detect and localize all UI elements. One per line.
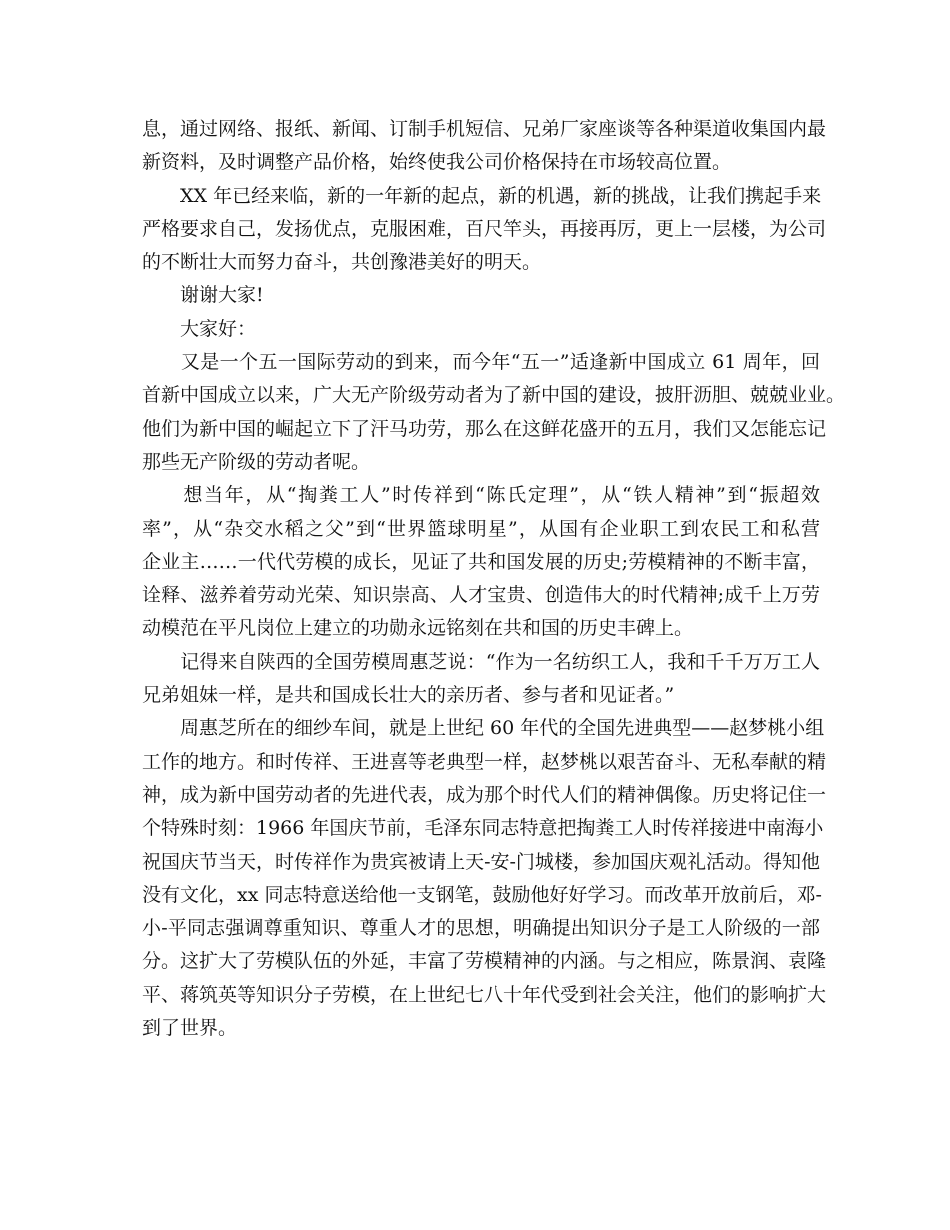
text-line: 首新中国成立以来，广大无产阶级劳动者为了新中国的建设，披肝沥胆、兢兢业业。	[142, 384, 846, 407]
text-line: 他们为新中国的崛起立下了汗马功劳，那么在这鲜花盛开的五月，我们又怎能忘记	[142, 417, 827, 440]
paragraph	[142, 479, 820, 645]
text-line: 记得来自陕西的全国劳模周惠芝说：“作为一名纺织工人，我和千千万万工人	[142, 650, 820, 673]
paragraph	[142, 279, 820, 312]
paragraph	[142, 313, 820, 346]
text-line: 到了世界。	[142, 1017, 238, 1040]
paragraph	[142, 712, 827, 1045]
paragraph	[142, 646, 820, 713]
paragraph	[142, 180, 827, 280]
text-line: 诠释、滋养着劳动光荣、知识崇高、人才宝贵、创造伟大的时代精神;成千上万劳	[142, 584, 820, 607]
text-line: 分。这扩大了劳模队伍的外延，丰富了劳模精神的内涵。与之相应，陈景润、袁隆	[142, 950, 827, 973]
paragraph	[142, 346, 846, 479]
text-line: 的不断壮大而努力奋斗，共创豫港美好的明天。	[142, 251, 542, 274]
text-line: 没有文化，xx 同志特意送给他一支钢笔，鼓励他好好学习。而改革开放前后，邓-	[142, 883, 822, 906]
paragraph	[142, 113, 827, 180]
text-line: 息，通过网络、报纸、新闻、订制手机短信、兄弟厂家座谈等各种渠道收集国内最	[142, 118, 827, 140]
text-line: 周惠芝所在的细纱车间，就是上世纪 60 年代的全国先进典型——赵梦桃小组	[142, 717, 825, 740]
text-line: 那些无产阶级的劳动者呢。	[142, 450, 371, 473]
text-line: 率”，从“杂交水稻之父”到“世界篮球明星”，从国有企业职工到农民工和私营	[142, 517, 820, 540]
text-line: 平、蒋筑英等知识分子劳模，在上世纪七八十年代受到社会关注，他们的影响扩大	[142, 983, 827, 1006]
text-line: 又是一个五一国际劳动的到来，而今年“五一”适逢新中国成立 61 周年，回	[142, 351, 820, 374]
text-line: XX 年已经来临，新的一年新的起点，新的机遇，新的挑战，让我们携起手来	[142, 184, 822, 207]
document-body	[142, 113, 846, 1045]
text-line: 大家好：	[142, 317, 257, 340]
text-line: 个特殊时刻：1966 年国庆节前，毛泽东同志特意把掏粪工人时传祥接进中南海小	[142, 817, 824, 840]
text-line: 祝国庆节当天，时传祥作为贵宾被请上天-安-门城楼，参加国庆观礼活动。得知他	[142, 850, 820, 873]
text-line: 企业主……一代代劳模的成长，见证了共和国发展的历史;劳模精神的不断丰富，	[142, 550, 820, 573]
text-line: 兄弟姐妹一样，是共和国成长壮大的亲历者、参与者和见证者。”	[142, 684, 675, 707]
text-line: 严格要求自己，发扬优点，克服困难，百尺竿头，再接再厉，更上一层楼，为公司	[142, 217, 827, 240]
text-line: 小-平同志强调尊重知识、尊重人才的思想，明确提出知识分子是工人阶级的一部	[142, 917, 820, 940]
text-line: 新资料，及时调整产品价格，始终使我公司价格保持在市场较高位置。	[142, 151, 732, 174]
text-line: 动模范在平凡岗位上建立的功勋永远铭刻在共和国的历史丰碑上。	[142, 617, 694, 640]
text-line: 神，成为新中国劳动者的先进代表，成为那个时代人们的精神偶像。历史将记住一	[142, 783, 827, 806]
text-line: 谢谢大家!	[142, 284, 264, 307]
text-line: 想当年，从“掏粪工人”时传祥到“陈氏定理”，从“铁人精神”到“振超效	[142, 484, 820, 507]
text-line: 工作的地方。和时传祥、王进喜等老典型一样，赵梦桃以艰苦奋斗、无私奉献的精	[142, 750, 827, 773]
